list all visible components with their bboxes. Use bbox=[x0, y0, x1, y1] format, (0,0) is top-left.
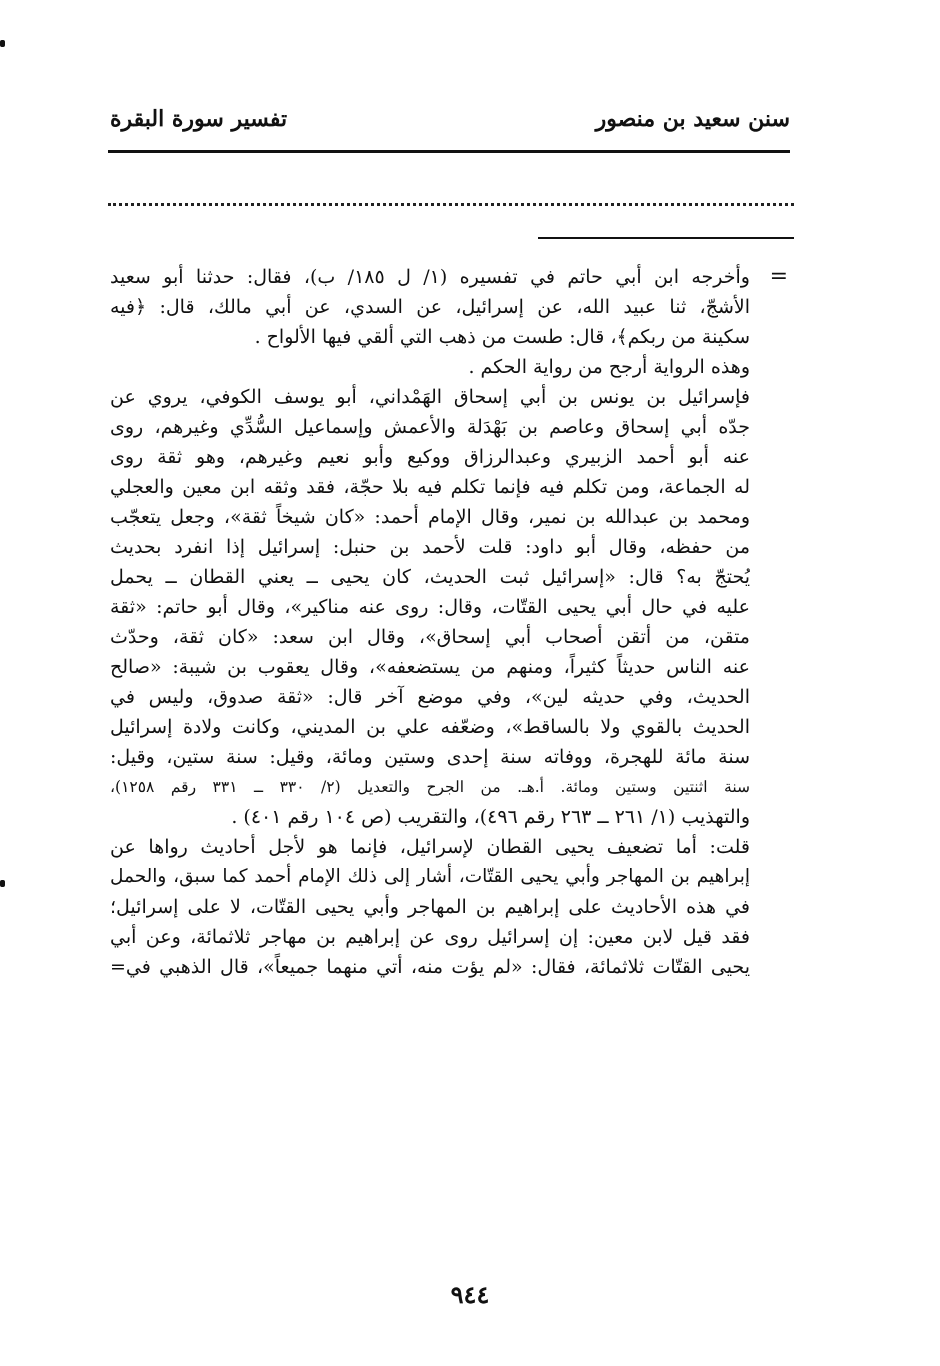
text-line: عليه في حال أبي يحيى القتّات، وقال: روى عنه مناكير»، وقال أبو حاتم: «ثقة bbox=[110, 596, 750, 618]
dotted-separator bbox=[108, 203, 794, 206]
text-line: فقد قيل لابن معين: إن إسرائيل روى عن إبراهيم بن مهاجر ثلاثمائة، وعن أبي bbox=[110, 926, 750, 948]
text-line: الأشجّ، ثنا عبيد الله، عن إسرائيل، عن السدي، عن أبي مالك، قال: ﴿فيه bbox=[110, 296, 750, 318]
text-line: سنة اثنتين وستين ومائة. أ.هـ. من الجرح والتعديل (٢/ ٣٣٠ ــ ٣٣١ رقم ١٢٥٨)، bbox=[110, 778, 750, 796]
scan-edge-mark bbox=[0, 880, 5, 887]
running-header-book-title: سنن سعيد بن منصور bbox=[595, 106, 790, 132]
text-line: إبراهيم بن المهاجر وأبي يحيى القتّات، أشار إلى ذلك الإمام أحمد كما سبق، والحمل bbox=[110, 866, 750, 887]
text-line: الحديث بالقوي ولا بالساقط»، وضعّفه علي بن المديني، وكانت ولادة إسرائيل bbox=[110, 716, 750, 738]
running-header-section-title: تفسير سورة البقرة bbox=[110, 106, 288, 132]
header-divider bbox=[108, 150, 790, 153]
text-line: قلت: أما تضعيف يحيى القطان لإسرائيل، فإنما هو لأجل أحاديث رواها عن bbox=[110, 836, 750, 858]
text-line: سنة مائة للهجرة، ووفاته سنة إحدى وستين ومائة، وقيل: سنة ستين، وقيل: bbox=[110, 746, 750, 768]
page-number: ٩٤٤ bbox=[450, 1280, 490, 1309]
text-line: جدّه أبي إسحاق وعاصم بن بَهْدَلة والأعمش وإسماعيل السُّدِّي وغيرهم، روى bbox=[110, 416, 750, 438]
text-line: متقن، من أتقن أصحاب أبي إسحاق»، وقال ابن سعد: «كان ثقة، وحدّث bbox=[110, 626, 750, 648]
text-line: يُحتجّ به؟ قال: «إسرائيل ثبت الحديث، كان يحيى ــ يعني القطان ــ يحمل bbox=[110, 566, 750, 588]
footnote-continuation-mark: = bbox=[769, 264, 788, 289]
footnote-body bbox=[110, 262, 750, 982]
text-line: والتهذيب (١/ ٢٦١ ــ ٢٦٣ رقم ٤٩٦)، والتقريب (ص ١٠٤ رقم ٤٠١) . bbox=[231, 806, 750, 828]
text-line: يحيى القتّات ثلاثمائة، فقال: «لم يؤت منه، أتي منهما جميعاً»، قال الذهبي في= bbox=[110, 956, 750, 978]
scan-edge-mark bbox=[0, 40, 5, 47]
text-line: وأخرجه ابن أبي حاتم في تفسيره (١/ ل ١٨٥/ ب)، فقال: حدثنا أبو سعيد bbox=[110, 266, 750, 288]
footnote-divider bbox=[538, 237, 794, 239]
text-line: من حفظه، وقال أبو داود: قلت لأحمد بن حنبل: إسرائيل إذا انفرد بحديث bbox=[110, 536, 750, 558]
text-line: في هذه الأحاديث على إبراهيم بن المهاجر وأبي يحيى القتّات، لا على إسرائيل؛ bbox=[110, 896, 750, 918]
text-line: الحديث، وفي حديثه لين»، وفي موضع آخر قال: «ثقة صدوق، وليس في bbox=[110, 686, 750, 708]
text-line: فإسرائيل بن يونس بن أبي إسحاق الهَمْداني، أبو يوسف الكوفي، يروي عن bbox=[110, 386, 750, 408]
text-line: وهذه الرواية أرجح من رواية الحكم . bbox=[468, 356, 750, 378]
text-line: عنه أبو أحمد الزبيري وعبدالرزاق ووكيع وأبو نعيم وغيرهم، وهو ثقة روى bbox=[110, 446, 750, 468]
text-line: سكينة من ربكم﴾، قال: طست من ذهب التي ألقي فيها الألواح . bbox=[254, 326, 750, 348]
text-line: ومحمد بن عبدالله بن نمير، وقال الإمام أحمد: «كان شيخاً ثقة»، وجعل يتعجّب bbox=[110, 506, 750, 528]
text-line: له الجماعة، ومن تكلم فيه فإنما تكلم فيه بلا حجّة، فقد وثقه ابن معين والعجلي bbox=[110, 476, 750, 498]
text-line: عنه الناس حديثاً كثيراً، ومنهم من يستضعفه»، وقال يعقوب بن شيبة: «صالح bbox=[110, 656, 750, 678]
